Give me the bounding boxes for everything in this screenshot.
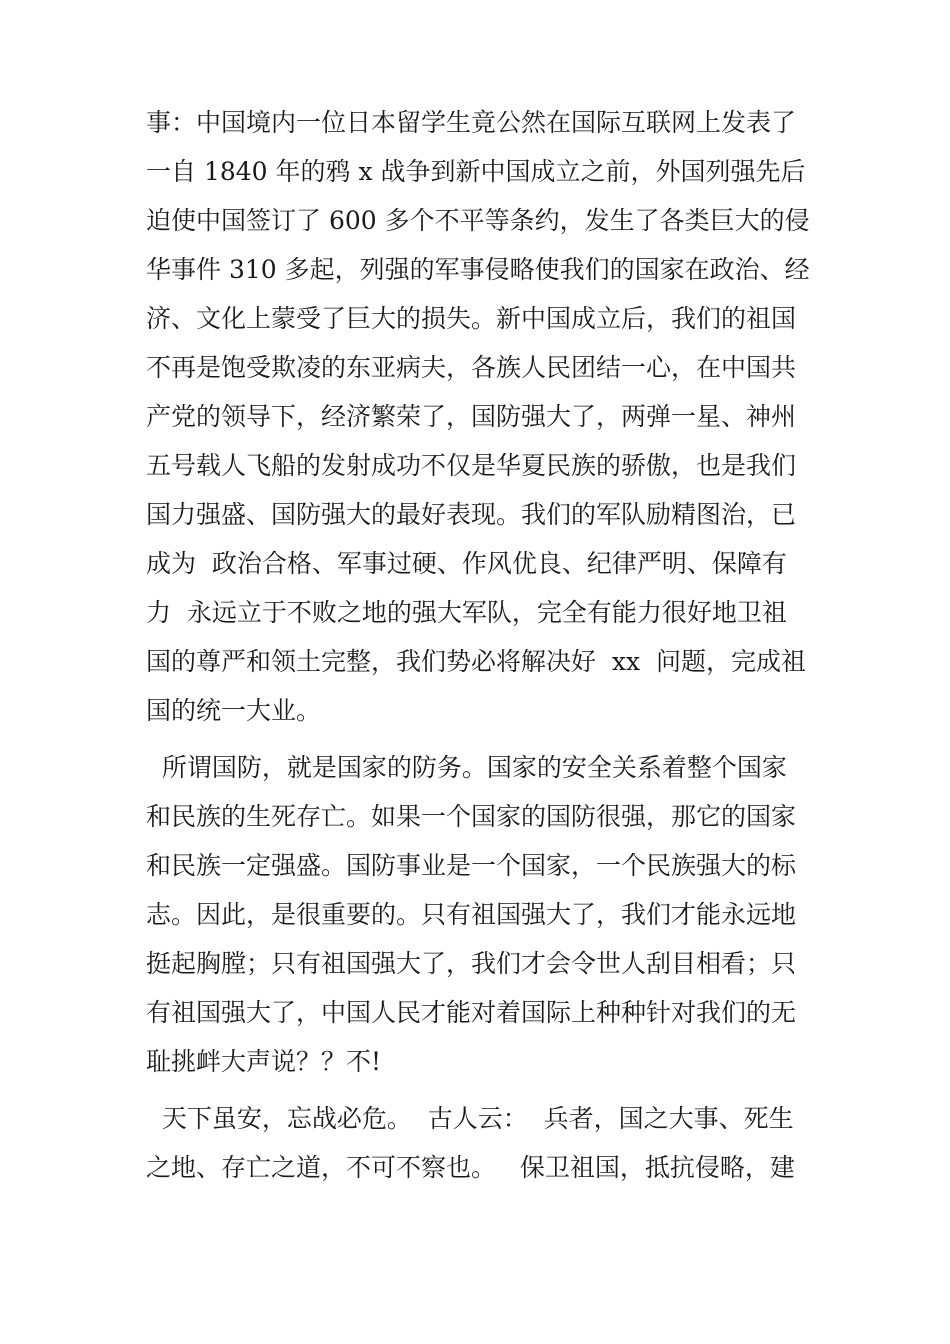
text-line: 成为 政治合格、军事过硬、作风优良、纪律严明、保障有	[146, 549, 787, 578]
text-line: 不再是饱受欺凌的东亚病夫，各族人民团结一心，在中国共	[146, 353, 797, 382]
text-line: 和民族一定强盛。国防事业是一个国家，一个民族强大的标	[146, 851, 797, 880]
text-line: 挺起胸膛；只有祖国强大了，我们才会令世人刮目相看；只	[146, 949, 797, 978]
document-body	[146, 98, 814, 1192]
text-line: 事：中国境内一位日本留学生竟公然在国际互联网上发表了	[146, 108, 797, 137]
text-line: 力 永远立于不败之地的强大军队，完全有能力很好地卫祖	[146, 598, 787, 627]
text-line: 迫使中国签订了 600 多个不平等条约，发生了各类巨大的侵	[146, 206, 810, 235]
text-line: 济、文化上蒙受了巨大的损失。新中国成立后，我们的祖国	[146, 304, 797, 333]
paragraph	[146, 1094, 814, 1192]
text-line: 和民族的生死存亡。如果一个国家的国防很强，那它的国家	[146, 802, 797, 831]
paragraph-spacer	[146, 1086, 814, 1094]
paragraph	[146, 743, 814, 1086]
text-line: 产党的领导下，经济繁荣了，国防强大了，两弹一星、神州	[146, 402, 797, 431]
text-line: 之地、存亡之道，不可不察也。 保卫祖国，抵抗侵略，建	[146, 1153, 795, 1182]
text-line: 耻挑衅大声说？？不!	[146, 1047, 382, 1076]
text-line: 国的统一大业。	[146, 696, 322, 725]
text-line: 五号载人飞船的发射成功不仅是华夏民族的骄傲，也是我们	[146, 451, 797, 480]
text-line: 志。因此，是很重要的。只有祖国强大了，我们才能永远地	[146, 900, 797, 929]
text-line: 国力强盛、国防强大的最好表现。我们的军队励精图治，已	[146, 500, 797, 529]
text-line: 有祖国强大了，中国人民才能对着国际上种种针对我们的无	[146, 998, 797, 1027]
text-line: 国的尊严和领土完整，我们势必将解决好 xx 问题，完成祖	[146, 647, 806, 676]
text-line: 华事件 310 多起，列强的军事侵略使我们的国家在政治、经	[146, 255, 810, 284]
paragraph-spacer	[146, 735, 814, 743]
text-line: 所谓国防，就是国家的防务。国家的安全关系着整个国家	[146, 753, 787, 782]
text-line: 一自 1840 年的鸦 x 战争到新中国成立之前，外国列强先后	[146, 157, 806, 186]
paragraph	[146, 98, 814, 735]
text-line: 天下虽安，忘战必危。 古人云： 兵者，国之大事、死生	[146, 1104, 794, 1133]
